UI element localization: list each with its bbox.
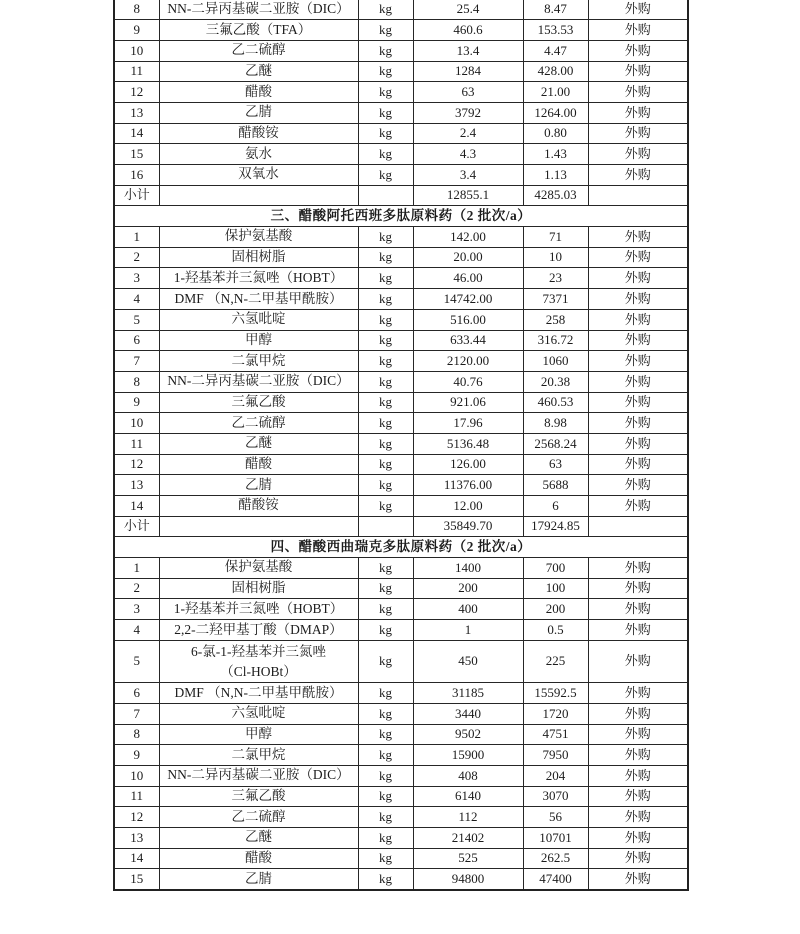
- source-cell: 外购: [588, 247, 688, 268]
- material-name-cell: 1-羟基苯并三氮唑（HOBT）: [159, 268, 358, 289]
- material-row: [114, 558, 688, 579]
- raw-materials-table: [113, 0, 689, 891]
- material-name-two-line: 6-氯-1-羟基苯并三氮唑 （Cl-HOBt）: [191, 643, 326, 679]
- row-number-cell: 10: [114, 765, 159, 786]
- row-number-cell: 8: [114, 724, 159, 745]
- material-row: [114, 268, 688, 289]
- material-row: [114, 828, 688, 849]
- unit-cell: kg: [358, 227, 413, 248]
- row-number-cell: 9: [114, 745, 159, 766]
- source-cell: 外购: [588, 683, 688, 704]
- source-cell: 外购: [588, 330, 688, 351]
- material-row: [114, 40, 688, 61]
- unit-cell: kg: [358, 828, 413, 849]
- section-header-title: 四、醋酸西曲瑞克多肽原料药（2 批次/a）: [114, 537, 688, 558]
- material-row: [114, 703, 688, 724]
- annual-quantity-cell: 633.44: [413, 330, 523, 351]
- batch-quantity-cell: 700: [523, 558, 588, 579]
- annual-quantity-cell: 408: [413, 765, 523, 786]
- batch-quantity-cell: 17924.85: [523, 516, 588, 537]
- annual-quantity-cell: 13.4: [413, 40, 523, 61]
- row-number-cell: 12: [114, 807, 159, 828]
- unit-cell: [358, 185, 413, 206]
- source-cell: 外购: [588, 144, 688, 165]
- source-cell: 外购: [588, 123, 688, 144]
- source-cell: 外购: [588, 558, 688, 579]
- source-cell: 外购: [588, 454, 688, 475]
- row-number-cell: 7: [114, 703, 159, 724]
- material-row: [114, 227, 688, 248]
- row-number-cell: 8: [114, 0, 159, 20]
- batch-quantity-cell: 1264.00: [523, 102, 588, 123]
- source-cell: 外购: [588, 371, 688, 392]
- material-name-cell: 乙二硫醇: [159, 40, 358, 61]
- material-name-cell: 醋酸: [159, 454, 358, 475]
- batch-quantity-cell: 460.53: [523, 392, 588, 413]
- material-name-cell: [159, 640, 358, 682]
- row-number-cell: 15: [114, 144, 159, 165]
- batch-quantity-cell: 15592.5: [523, 683, 588, 704]
- row-number-cell: 8: [114, 371, 159, 392]
- row-number-cell: 10: [114, 413, 159, 434]
- annual-quantity-cell: 1400: [413, 558, 523, 579]
- material-name-cell: 二氯甲烷: [159, 745, 358, 766]
- annual-quantity-cell: 11376.00: [413, 475, 523, 496]
- material-name-cell: NN-二异丙基碳二亚胺（DIC）: [159, 765, 358, 786]
- source-cell: 外购: [588, 786, 688, 807]
- source-cell: 外购: [588, 227, 688, 248]
- row-number-cell: 14: [114, 848, 159, 869]
- annual-quantity-cell: 3.4: [413, 165, 523, 186]
- batch-quantity-cell: 258: [523, 309, 588, 330]
- row-number-cell: 4: [114, 289, 159, 310]
- material-row: [114, 683, 688, 704]
- unit-cell: kg: [358, 371, 413, 392]
- unit-cell: kg: [358, 247, 413, 268]
- annual-quantity-cell: 3440: [413, 703, 523, 724]
- source-cell: 外购: [588, 413, 688, 434]
- material-row: [114, 454, 688, 475]
- row-number-cell: 13: [114, 102, 159, 123]
- subtotal-row: [114, 185, 688, 206]
- row-number-cell: 1: [114, 227, 159, 248]
- annual-quantity-cell: 94800: [413, 869, 523, 890]
- annual-quantity-cell: 142.00: [413, 227, 523, 248]
- row-number-cell: 9: [114, 392, 159, 413]
- row-number-cell: 11: [114, 786, 159, 807]
- batch-quantity-cell: 225: [523, 640, 588, 682]
- material-name-cell: 三氟乙酸: [159, 392, 358, 413]
- source-cell: 外购: [588, 475, 688, 496]
- batch-quantity-cell: 316.72: [523, 330, 588, 351]
- row-number-cell: 11: [114, 433, 159, 454]
- material-name-cell: 乙腈: [159, 475, 358, 496]
- batch-quantity-cell: 10701: [523, 828, 588, 849]
- row-number-cell: 1: [114, 558, 159, 579]
- source-cell: 外购: [588, 351, 688, 372]
- batch-quantity-cell: 4751: [523, 724, 588, 745]
- annual-quantity-cell: 9502: [413, 724, 523, 745]
- material-row: [114, 165, 688, 186]
- batch-quantity-cell: 1060: [523, 351, 588, 372]
- material-name-cell: 乙腈: [159, 869, 358, 890]
- material-row: [114, 82, 688, 103]
- batch-quantity-cell: 204: [523, 765, 588, 786]
- row-number-cell: 16: [114, 165, 159, 186]
- source-cell: 外购: [588, 102, 688, 123]
- material-name-cell: NN-二异丙基碳二亚胺（DIC）: [159, 0, 358, 20]
- annual-quantity-cell: 21402: [413, 828, 523, 849]
- unit-cell: kg: [358, 869, 413, 890]
- annual-quantity-cell: 15900: [413, 745, 523, 766]
- row-number-cell: 9: [114, 20, 159, 41]
- annual-quantity-cell: 25.4: [413, 0, 523, 20]
- batch-quantity-cell: 21.00: [523, 82, 588, 103]
- batch-quantity-cell: 8.47: [523, 0, 588, 20]
- source-cell: 外购: [588, 724, 688, 745]
- material-row: [114, 102, 688, 123]
- row-number-cell: 4: [114, 620, 159, 641]
- batch-quantity-cell: 6: [523, 496, 588, 517]
- material-name-cell: 保护氨基酸: [159, 227, 358, 248]
- unit-cell: kg: [358, 703, 413, 724]
- annual-quantity-cell: 4.3: [413, 144, 523, 165]
- unit-cell: kg: [358, 330, 413, 351]
- material-row: [114, 351, 688, 372]
- unit-cell: kg: [358, 289, 413, 310]
- batch-quantity-cell: 8.98: [523, 413, 588, 434]
- unit-cell: kg: [358, 20, 413, 41]
- row-number-cell: 7: [114, 351, 159, 372]
- batch-quantity-cell: 10: [523, 247, 588, 268]
- material-row: [114, 745, 688, 766]
- source-cell: 外购: [588, 268, 688, 289]
- batch-quantity-cell: 63: [523, 454, 588, 475]
- batch-quantity-cell: 7371: [523, 289, 588, 310]
- row-number-cell: 13: [114, 828, 159, 849]
- section-header-title: 三、醋酸阿托西班多肽原料药（2 批次/a）: [114, 206, 688, 227]
- batch-quantity-cell: 153.53: [523, 20, 588, 41]
- row-number-cell: 5: [114, 309, 159, 330]
- unit-cell: kg: [358, 392, 413, 413]
- annual-quantity-cell: 921.06: [413, 392, 523, 413]
- material-name-cell: 乙醚: [159, 61, 358, 82]
- annual-quantity-cell: 31185: [413, 683, 523, 704]
- annual-quantity-cell: 12.00: [413, 496, 523, 517]
- source-cell: 外购: [588, 828, 688, 849]
- material-row: [114, 620, 688, 641]
- source-cell: 外购: [588, 578, 688, 599]
- batch-quantity-cell: 1.43: [523, 144, 588, 165]
- material-row: [114, 496, 688, 517]
- source-cell: 外购: [588, 392, 688, 413]
- unit-cell: kg: [358, 496, 413, 517]
- source-cell: 外购: [588, 599, 688, 620]
- raw-materials-table-body: [114, 0, 688, 890]
- annual-quantity-cell: 35849.70: [413, 516, 523, 537]
- material-name-cell: DMF （N,N-二甲基甲酰胺）: [159, 289, 358, 310]
- material-name-cell: 六氢吡啶: [159, 703, 358, 724]
- material-name-cell: 醋酸铵: [159, 496, 358, 517]
- annual-quantity-cell: 2120.00: [413, 351, 523, 372]
- source-cell: 外购: [588, 496, 688, 517]
- batch-quantity-cell: 0.80: [523, 123, 588, 144]
- material-row: [114, 0, 688, 20]
- material-name-cell: 醋酸: [159, 82, 358, 103]
- unit-cell: kg: [358, 165, 413, 186]
- unit-cell: kg: [358, 786, 413, 807]
- unit-cell: kg: [358, 0, 413, 20]
- row-number-cell: 3: [114, 268, 159, 289]
- unit-cell: kg: [358, 102, 413, 123]
- source-cell: 外购: [588, 20, 688, 41]
- batch-quantity-cell: 262.5: [523, 848, 588, 869]
- material-name-cell: 乙二硫醇: [159, 413, 358, 434]
- material-row: [114, 786, 688, 807]
- material-name-cell: 氨水: [159, 144, 358, 165]
- batch-quantity-cell: 428.00: [523, 61, 588, 82]
- annual-quantity-cell: 1: [413, 620, 523, 641]
- annual-quantity-cell: 112: [413, 807, 523, 828]
- material-row: [114, 599, 688, 620]
- source-cell: 外购: [588, 61, 688, 82]
- row-number-cell: 2: [114, 247, 159, 268]
- material-name-cell: 三氟乙酸: [159, 786, 358, 807]
- annual-quantity-cell: 3792: [413, 102, 523, 123]
- material-name-cell: 乙二硫醇: [159, 807, 358, 828]
- batch-quantity-cell: 4.47: [523, 40, 588, 61]
- material-name-cell: 双氧水: [159, 165, 358, 186]
- annual-quantity-cell: 2.4: [413, 123, 523, 144]
- unit-cell: kg: [358, 123, 413, 144]
- source-cell: 外购: [588, 703, 688, 724]
- material-name-cell: 1-羟基苯并三氮唑（HOBT）: [159, 599, 358, 620]
- unit-cell: kg: [358, 309, 413, 330]
- material-name-cell: NN-二异丙基碳二亚胺（DIC）: [159, 371, 358, 392]
- unit-cell: kg: [358, 640, 413, 682]
- unit-cell: kg: [358, 599, 413, 620]
- material-name-cell: 三氟乙酸（TFA）: [159, 20, 358, 41]
- unit-cell: kg: [358, 683, 413, 704]
- batch-quantity-cell: 3070: [523, 786, 588, 807]
- material-row: [114, 869, 688, 890]
- material-name-cell: 甲醇: [159, 330, 358, 351]
- row-number-cell: 6: [114, 330, 159, 351]
- annual-quantity-cell: 46.00: [413, 268, 523, 289]
- material-row: [114, 20, 688, 41]
- unit-cell: kg: [358, 807, 413, 828]
- unit-cell: kg: [358, 61, 413, 82]
- batch-quantity-cell: 2568.24: [523, 433, 588, 454]
- unit-cell: kg: [358, 40, 413, 61]
- material-row: [114, 247, 688, 268]
- unit-cell: kg: [358, 413, 413, 434]
- unit-cell: kg: [358, 724, 413, 745]
- row-number-cell: 14: [114, 496, 159, 517]
- annual-quantity-cell: 525: [413, 848, 523, 869]
- source-cell: 外购: [588, 289, 688, 310]
- subtotal-label-cell: 小计: [114, 185, 159, 206]
- unit-cell: kg: [358, 475, 413, 496]
- batch-quantity-cell: 5688: [523, 475, 588, 496]
- row-number-cell: 10: [114, 40, 159, 61]
- batch-quantity-cell: 7950: [523, 745, 588, 766]
- source-cell: 外购: [588, 765, 688, 786]
- batch-quantity-cell: 1.13: [523, 165, 588, 186]
- material-row: [114, 413, 688, 434]
- material-row: [114, 765, 688, 786]
- material-row: [114, 807, 688, 828]
- batch-quantity-cell: 100: [523, 578, 588, 599]
- source-cell: 外购: [588, 869, 688, 890]
- row-number-cell: 13: [114, 475, 159, 496]
- unit-cell: kg: [358, 578, 413, 599]
- material-name-cell: 醋酸: [159, 848, 358, 869]
- unit-cell: kg: [358, 82, 413, 103]
- unit-cell: kg: [358, 745, 413, 766]
- material-row: [114, 640, 688, 682]
- unit-cell: kg: [358, 268, 413, 289]
- material-row: [114, 330, 688, 351]
- annual-quantity-cell: 12855.1: [413, 185, 523, 206]
- section-header-row: [114, 206, 688, 227]
- batch-quantity-cell: 23: [523, 268, 588, 289]
- unit-cell: [358, 516, 413, 537]
- material-name-cell: 2,2-二羟甲基丁酸（DMAP）: [159, 620, 358, 641]
- batch-quantity-cell: 200: [523, 599, 588, 620]
- unit-cell: kg: [358, 620, 413, 641]
- annual-quantity-cell: 126.00: [413, 454, 523, 475]
- row-number-cell: 12: [114, 454, 159, 475]
- unit-cell: kg: [358, 144, 413, 165]
- material-name-cell: 固相树脂: [159, 247, 358, 268]
- material-name-cell: 六氢吡啶: [159, 309, 358, 330]
- material-row: [114, 848, 688, 869]
- material-name-cell: 醋酸铵: [159, 123, 358, 144]
- row-number-cell: 12: [114, 82, 159, 103]
- source-cell: [588, 516, 688, 537]
- material-name-cell: 保护氨基酸: [159, 558, 358, 579]
- source-cell: 外购: [588, 40, 688, 61]
- batch-quantity-cell: 1720: [523, 703, 588, 724]
- source-cell: 外购: [588, 309, 688, 330]
- row-number-cell: 15: [114, 869, 159, 890]
- material-row: [114, 289, 688, 310]
- annual-quantity-cell: 17.96: [413, 413, 523, 434]
- unit-cell: kg: [358, 454, 413, 475]
- material-name-cell: DMF （N,N-二甲基甲酰胺）: [159, 683, 358, 704]
- material-name-cell: [159, 516, 358, 537]
- batch-quantity-cell: 4285.03: [523, 185, 588, 206]
- source-cell: 外购: [588, 848, 688, 869]
- unit-cell: kg: [358, 433, 413, 454]
- annual-quantity-cell: 20.00: [413, 247, 523, 268]
- source-cell: 外购: [588, 745, 688, 766]
- batch-quantity-cell: 47400: [523, 869, 588, 890]
- material-row: [114, 371, 688, 392]
- section-header-row: [114, 537, 688, 558]
- material-name-cell: 二氯甲烷: [159, 351, 358, 372]
- material-row: [114, 392, 688, 413]
- material-name-cell: [159, 185, 358, 206]
- material-name-cell: 乙醚: [159, 433, 358, 454]
- source-cell: 外购: [588, 620, 688, 641]
- unit-cell: kg: [358, 351, 413, 372]
- row-number-cell: 14: [114, 123, 159, 144]
- subtotal-label-cell: 小计: [114, 516, 159, 537]
- material-name-cell: 乙醚: [159, 828, 358, 849]
- source-cell: 外购: [588, 433, 688, 454]
- batch-quantity-cell: 0.5: [523, 620, 588, 641]
- annual-quantity-cell: 450: [413, 640, 523, 682]
- unit-cell: kg: [358, 848, 413, 869]
- material-row: [114, 309, 688, 330]
- material-row: [114, 578, 688, 599]
- annual-quantity-cell: 14742.00: [413, 289, 523, 310]
- annual-quantity-cell: 516.00: [413, 309, 523, 330]
- source-cell: 外购: [588, 807, 688, 828]
- material-row: [114, 123, 688, 144]
- source-cell: 外购: [588, 165, 688, 186]
- unit-cell: kg: [358, 765, 413, 786]
- annual-quantity-cell: 63: [413, 82, 523, 103]
- material-name-cell: 固相树脂: [159, 578, 358, 599]
- batch-quantity-cell: 20.38: [523, 371, 588, 392]
- batch-quantity-cell: 71: [523, 227, 588, 248]
- source-cell: [588, 185, 688, 206]
- subtotal-row: [114, 516, 688, 537]
- material-row: [114, 433, 688, 454]
- material-row: [114, 475, 688, 496]
- source-cell: 外购: [588, 0, 688, 20]
- annual-quantity-cell: 400: [413, 599, 523, 620]
- source-cell: 外购: [588, 82, 688, 103]
- annual-quantity-cell: 460.6: [413, 20, 523, 41]
- annual-quantity-cell: 200: [413, 578, 523, 599]
- material-row: [114, 144, 688, 165]
- annual-quantity-cell: 5136.48: [413, 433, 523, 454]
- material-name-cell: 甲醇: [159, 724, 358, 745]
- batch-quantity-cell: 56: [523, 807, 588, 828]
- material-row: [114, 724, 688, 745]
- row-number-cell: 5: [114, 640, 159, 682]
- row-number-cell: 11: [114, 61, 159, 82]
- row-number-cell: 3: [114, 599, 159, 620]
- annual-quantity-cell: 1284: [413, 61, 523, 82]
- source-cell: 外购: [588, 640, 688, 682]
- unit-cell: kg: [358, 558, 413, 579]
- material-row: [114, 61, 688, 82]
- annual-quantity-cell: 40.76: [413, 371, 523, 392]
- row-number-cell: 2: [114, 578, 159, 599]
- material-name-cell: 乙腈: [159, 102, 358, 123]
- annual-quantity-cell: 6140: [413, 786, 523, 807]
- row-number-cell: 6: [114, 683, 159, 704]
